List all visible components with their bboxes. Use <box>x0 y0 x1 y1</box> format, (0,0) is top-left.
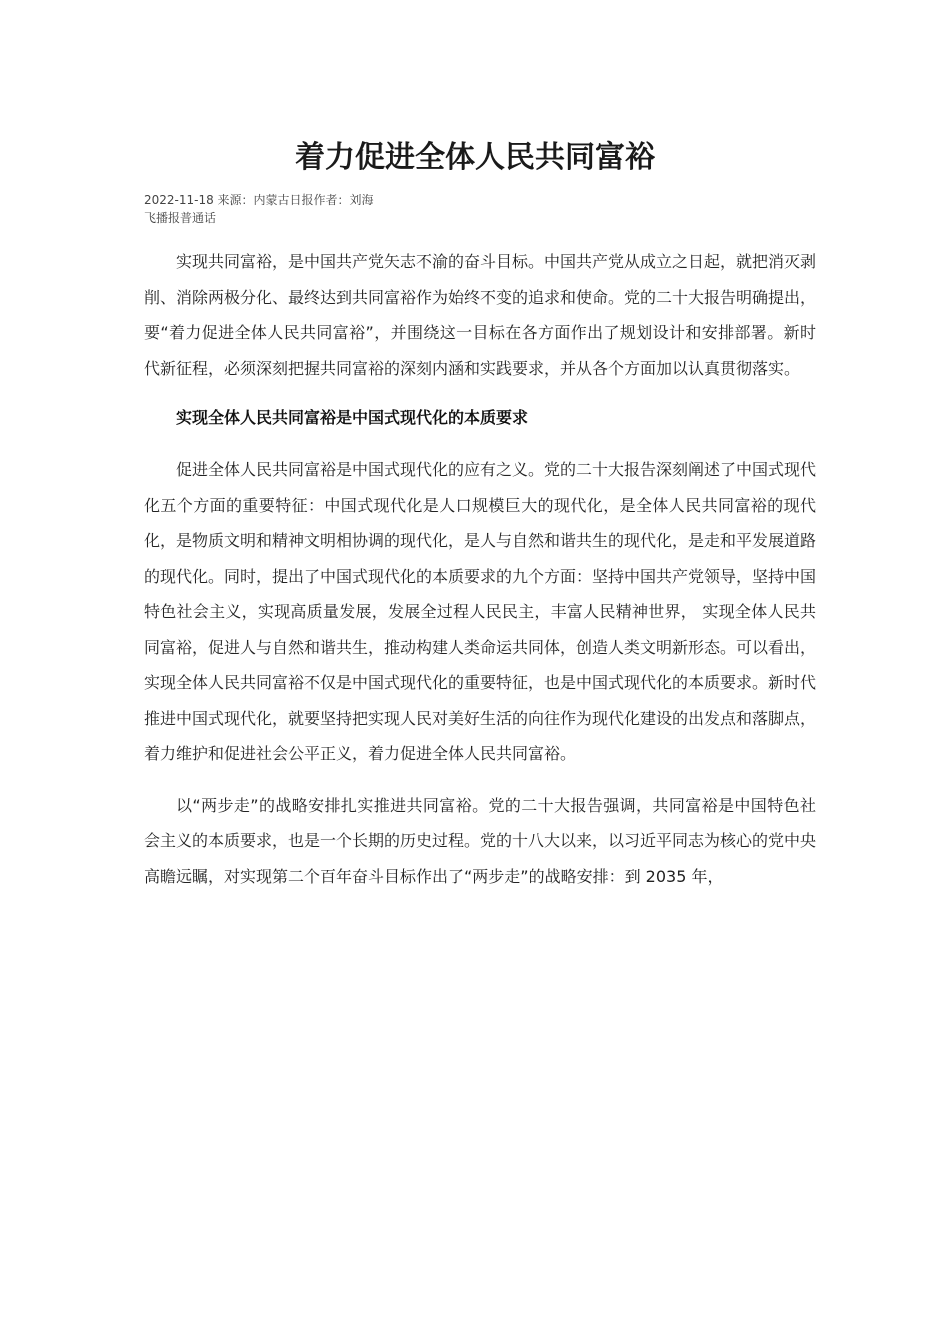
paragraph-3: 以“两步走”的战略安排扎实推进共同富裕。党的二十大报告强调，共同富裕是中国特色社会主义的本质要求，也是一个长期的历史过程。党的十八大以来，以习近平同志为核心的党中央高瞻远瞩，对实现第二个百年奋斗目标作出了“两步走”的战略安排：到 2035 年， <box>144 795 817 886</box>
meta-date-source-author: 2022-11-18 来源：内蒙古日报作者：刘海 <box>144 193 374 207</box>
article-body <box>144 244 816 910</box>
paragraph-1: 实现共同富裕，是中国共产党矢志不渝的奋斗目标。中国共产党从成立之日起，就把消灭剥削、消除两极分化、最终达到共同富裕作为始终不变的追求和使命。党的二十大报告明确提出，要“着力促进全体人民共同富裕”，并围绕这一目标在各方面作出了规划设计和安排部署。新时代新征程，必须深刻把握共同富裕的深刻内涵和实践要求，并从各个方面加以认真贯彻落实。 <box>144 252 817 378</box>
article-title: 着力促进全体人民共同富裕 <box>295 140 655 175</box>
article-meta <box>144 191 374 227</box>
section-subheading: 实现全体人民共同富裕是中国式现代化的本质要求 <box>176 408 529 427</box>
meta-audio-label: 飞播报普通话 <box>144 211 217 225</box>
paragraph-2: 促进全体人民共同富裕是中国式现代化的应有之义。党的二十大报告深刻阐述了中国式现代化五个方面的重要特征：中国式现代化是人口规模巨大的现代化，是全体人民共同富裕的现代化，是物质文明和精神文明相协调的现代化，是人与自然和谐共生的现代化，是走和平发展道路的现代化。同时，提出了中国式现代化的本质要求的九个方面：坚持中国共产党领导，坚持中国特色社会主义，实现高质量发展，发展全过程人民民主，丰富人民精神世界， 实现全体人民共同富裕，促进人与自然和谐共生，推动构建人类命运共同体，创造人类文明新形态。可以看出，实现全体人民共同富裕不仅是中国式现代化的重要特征，也是中国式现代化的本质要求。新时代推进中国式现代化，就要坚持把实现人民对美好生活的向往作为现代化建设的出发点和落脚点，着力维护和促进社会公平正义，着力促进全体人民共同富裕。 <box>144 460 817 763</box>
